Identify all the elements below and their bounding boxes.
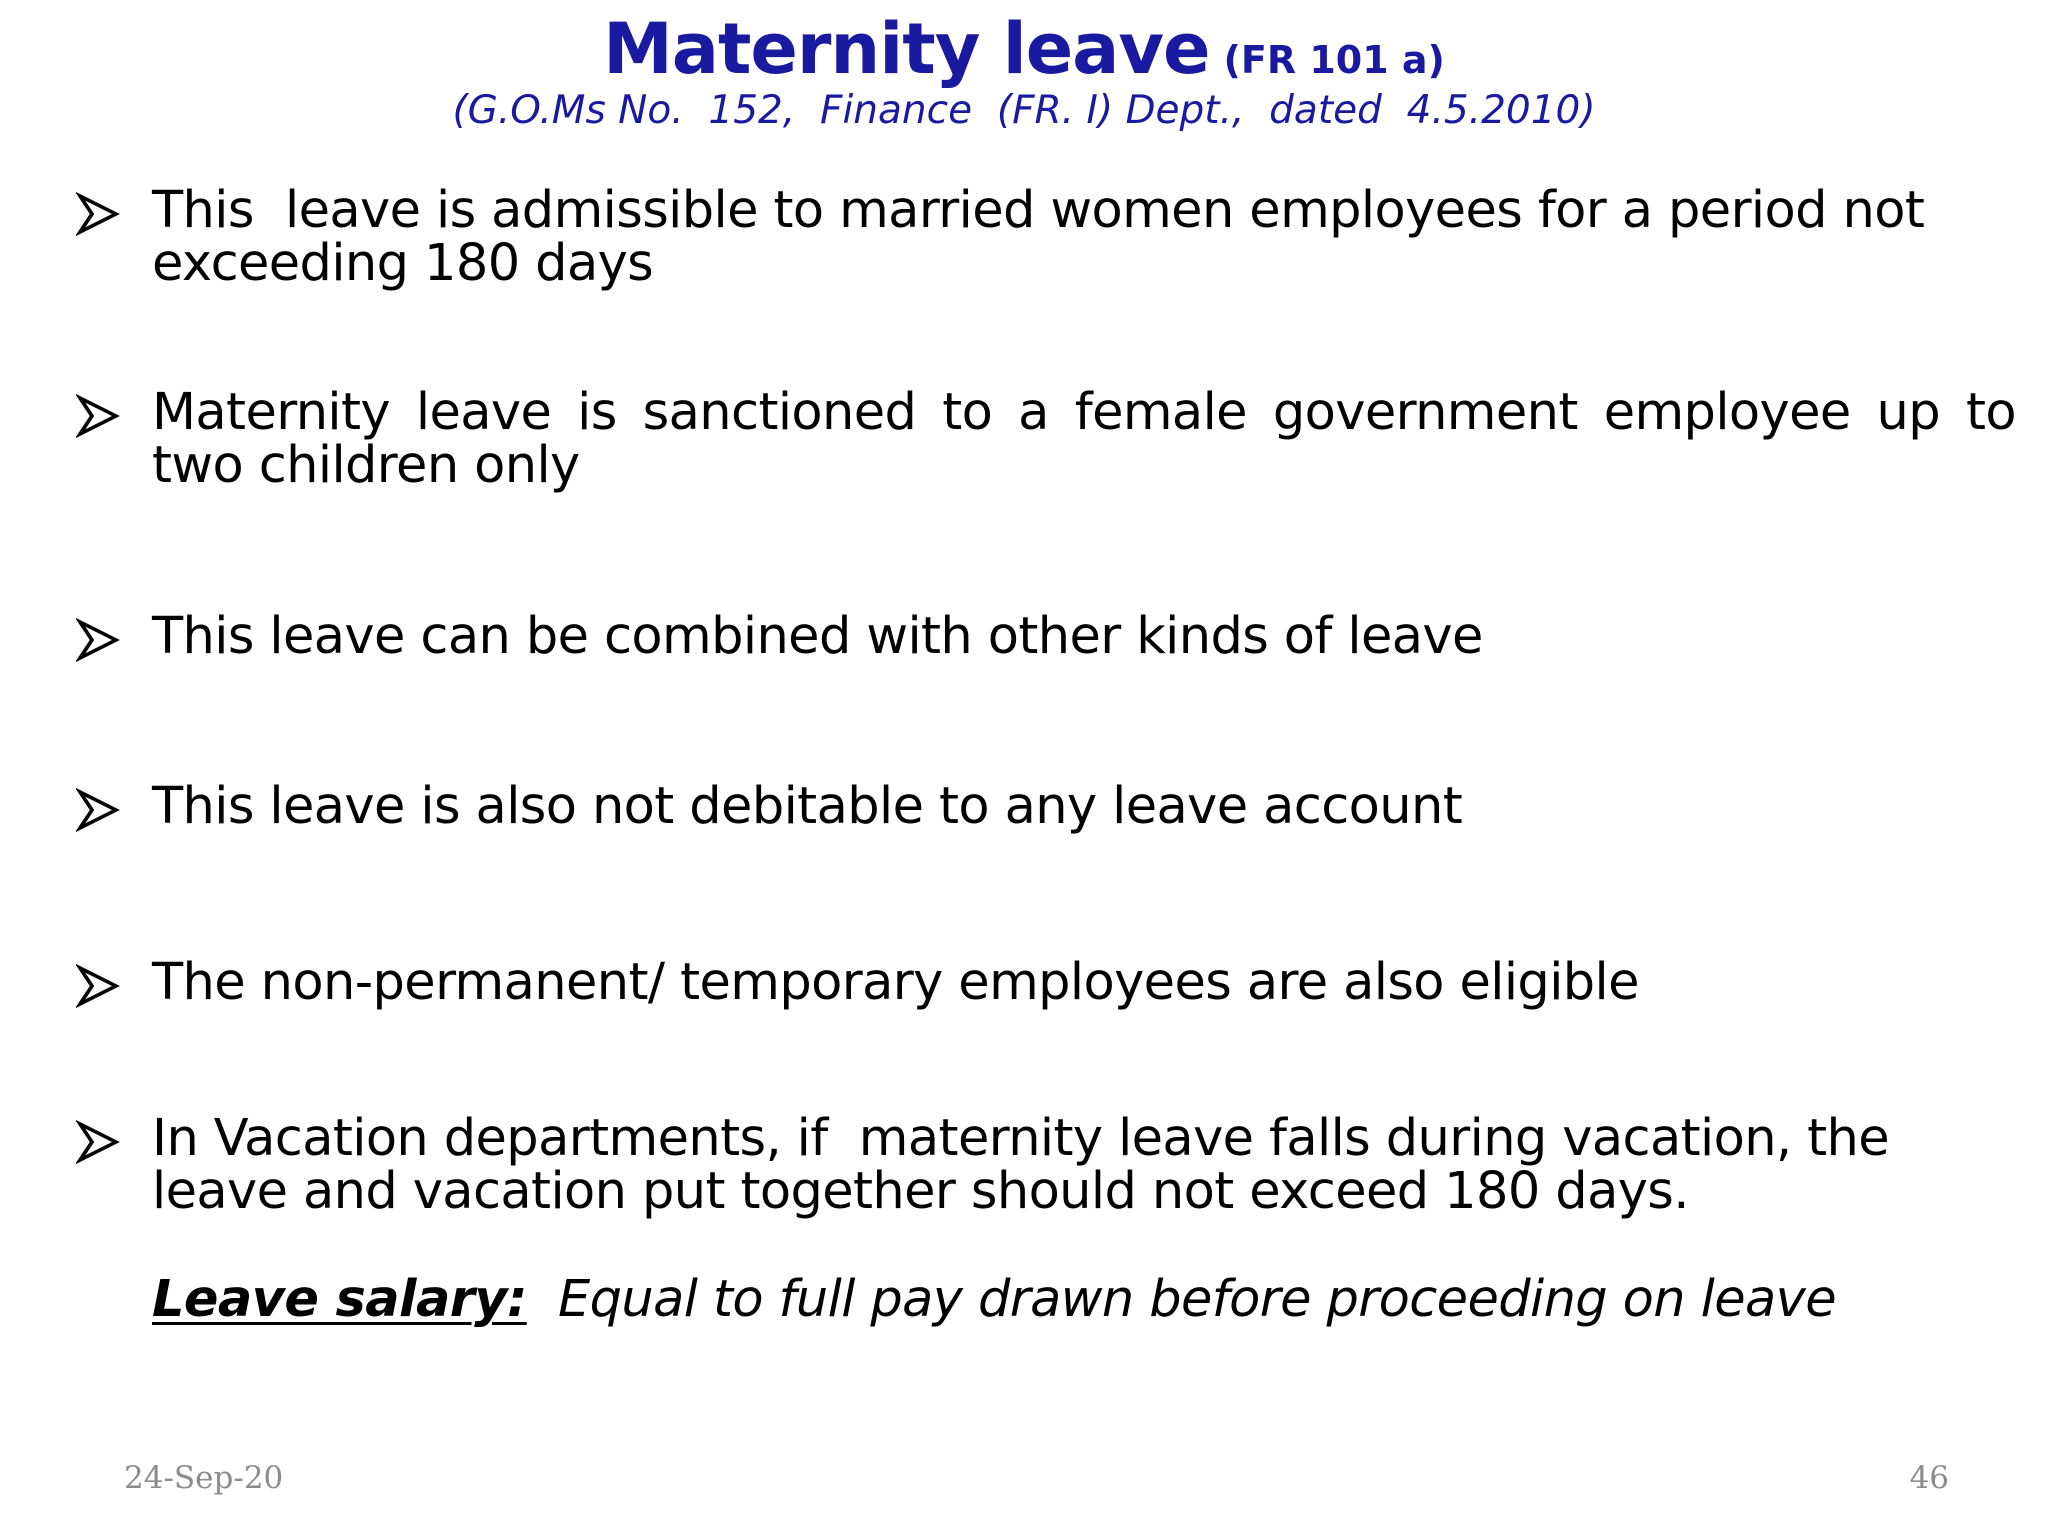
page-number: 46 [1909,1460,1949,1496]
slide-title: Maternity leave [603,8,1210,90]
arrowhead-bullet-icon [76,788,120,832]
title-line [0,8,2048,90]
bullet-text: In Vacation departments, if maternity leave falls during vacation, the leave and vacation put together should not exceed 180 days. [152,1109,1905,1221]
bullet-text: This leave can be combined with other kinds of leave [152,607,1483,666]
bullet-text: Maternity leave is sanctioned to a female government employee up to two children only [152,383,2032,495]
arrowhead-bullet-icon [76,1120,120,1164]
bullet-text: The non-permanent/ temporary employees are also eligible [152,953,1639,1012]
bullet-text: This leave is admissible to married women employees for a period not exceeding 180 days [152,181,1940,293]
leave-salary-text: Equal to full pay drawn before proceeding on leave [557,1270,1836,1329]
arrowhead-bullet-icon [76,192,120,236]
slide-subtitle: (G.O.Ms No. 152, Finance (FR. I) Dept., dated 4.5.2010) [452,88,1596,133]
leave-salary-label: Leave salary: [152,1270,527,1329]
arrowhead-bullet-icon [76,618,120,662]
leave-salary-line [152,1270,1836,1329]
arrowhead-bullet-icon [76,394,120,438]
bullet-text: This leave is also not debitable to any leave account [152,777,1463,836]
footer-date: 24-Sep-20 [124,1460,284,1496]
arrowhead-bullet-icon [76,964,120,1008]
title-reference: (FR 101 a) [1223,38,1445,82]
title-block [0,8,2048,133]
